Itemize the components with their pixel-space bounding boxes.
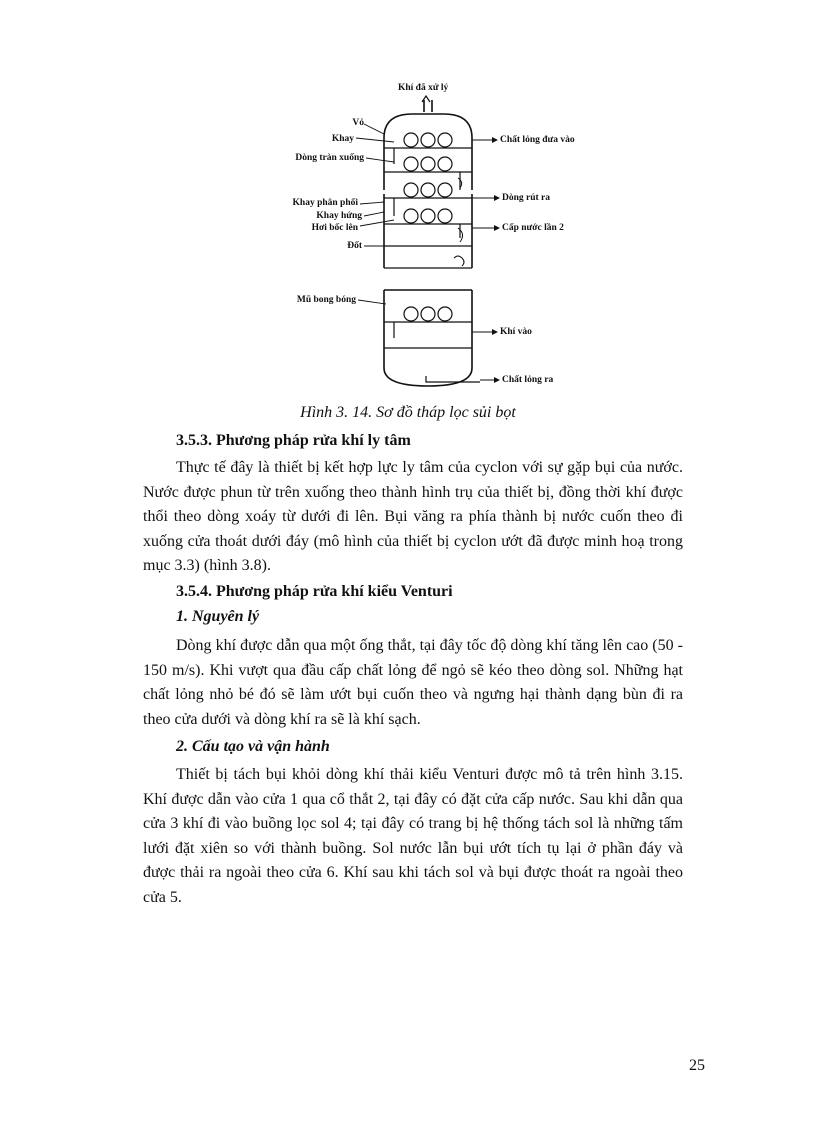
- label-catch-tray: Khay hứng: [316, 211, 362, 221]
- heading-3-5-4: 3.5.4. Phương pháp rửa khí kiểu Venturi: [176, 583, 453, 600]
- label-treated-gas: Khí đã xử lý: [398, 83, 449, 93]
- subheading-structure: 2. Cấu tạo và vận hành: [176, 738, 330, 755]
- label-distribution-tray: Khay phân phối: [292, 198, 358, 208]
- page-number: 25: [689, 1057, 705, 1074]
- paragraph-3-5-3: [143, 456, 683, 579]
- paragraph-text: Thiết bị tách bụi khỏi dòng khí thải kiểu Venturi được mô tả trên hình 3.15. Khí được dẫn vào cửa 1 qua cổ thắt 2, tại đây có đặt cửa cấp nước. Sau khi dẫn qua cửa 3 khí đi vào buồng lọc sol 4; tại đây có trang bị hệ thống tách sol là những tấm lưới đặt xiên so với thành buồng. Sol nước lẫn bụi ướt tích tụ lại ở phần đáy và được thải ra ngoài theo cửa 6. Khí sau khi tách sol và bụi được thoát ra ngoài theo cửa 5.: [143, 766, 683, 906]
- label-second-water: Cấp nước lần 2: [502, 223, 564, 233]
- label-liquid-in: Chất lỏng đưa vào: [500, 135, 575, 145]
- label-shell: Vỏ: [352, 118, 364, 128]
- figure-caption: Hình 3. 14. Sơ đồ tháp lọc sủi bọt: [300, 404, 516, 421]
- label-liquid-out: Chất lỏng ra: [502, 375, 554, 385]
- bubble-cap-tower-figure: [276, 78, 586, 396]
- paragraph-text: Thực tế đây là thiết bị kết hợp lực ly tâm của cyclon với sự gặp bụi của nước. Nước được phun từ trên xuống theo thành hình trụ của thiết bị, đồng thời khí được thổi theo dòng xoáy từ dưới đi lên. Bụi văng ra phía thành bị nước cuốn theo đi xuống cửa thoát dưới đáy (mô hình của thiết bị cyclon ướt đã được minh hoạ trong mục 3.3) (hình 3.8).: [143, 459, 683, 574]
- paragraph-text: Dòng khí được dẫn qua một ống thắt, tại đây tốc độ dòng khí tăng lên cao (50 - 150 m/s). Khi vượt qua đầu cấp chất lỏng để ngỏ sẽ kéo theo dòng sol. Những hạt chất lỏng nhỏ bé đó sẽ làm ướt bụi cuốn theo và ngưng hại thành dạng bùn đi ra theo cửa dưới và dòng khí ra sẽ là khí sạch.: [143, 637, 683, 728]
- label-bubble-cap: Mũ bong bóng: [296, 295, 356, 305]
- label-tray: Khay: [331, 134, 354, 144]
- subheading-principle: 1. Nguyên lý: [176, 608, 260, 625]
- paragraph-structure: [143, 763, 683, 910]
- paragraph-principle: [143, 634, 683, 732]
- label-overflow: Dòng tràn xuống: [295, 153, 364, 163]
- label-section: Đốt: [347, 241, 362, 251]
- label-side-draw: Dòng rút ra: [502, 193, 551, 203]
- label-gas-in: Khí vào: [500, 327, 532, 337]
- heading-3-5-3: 3.5.3. Phương pháp rửa khí ly tâm: [176, 432, 411, 449]
- label-vapor-rising: Hơi bốc lên: [311, 223, 358, 233]
